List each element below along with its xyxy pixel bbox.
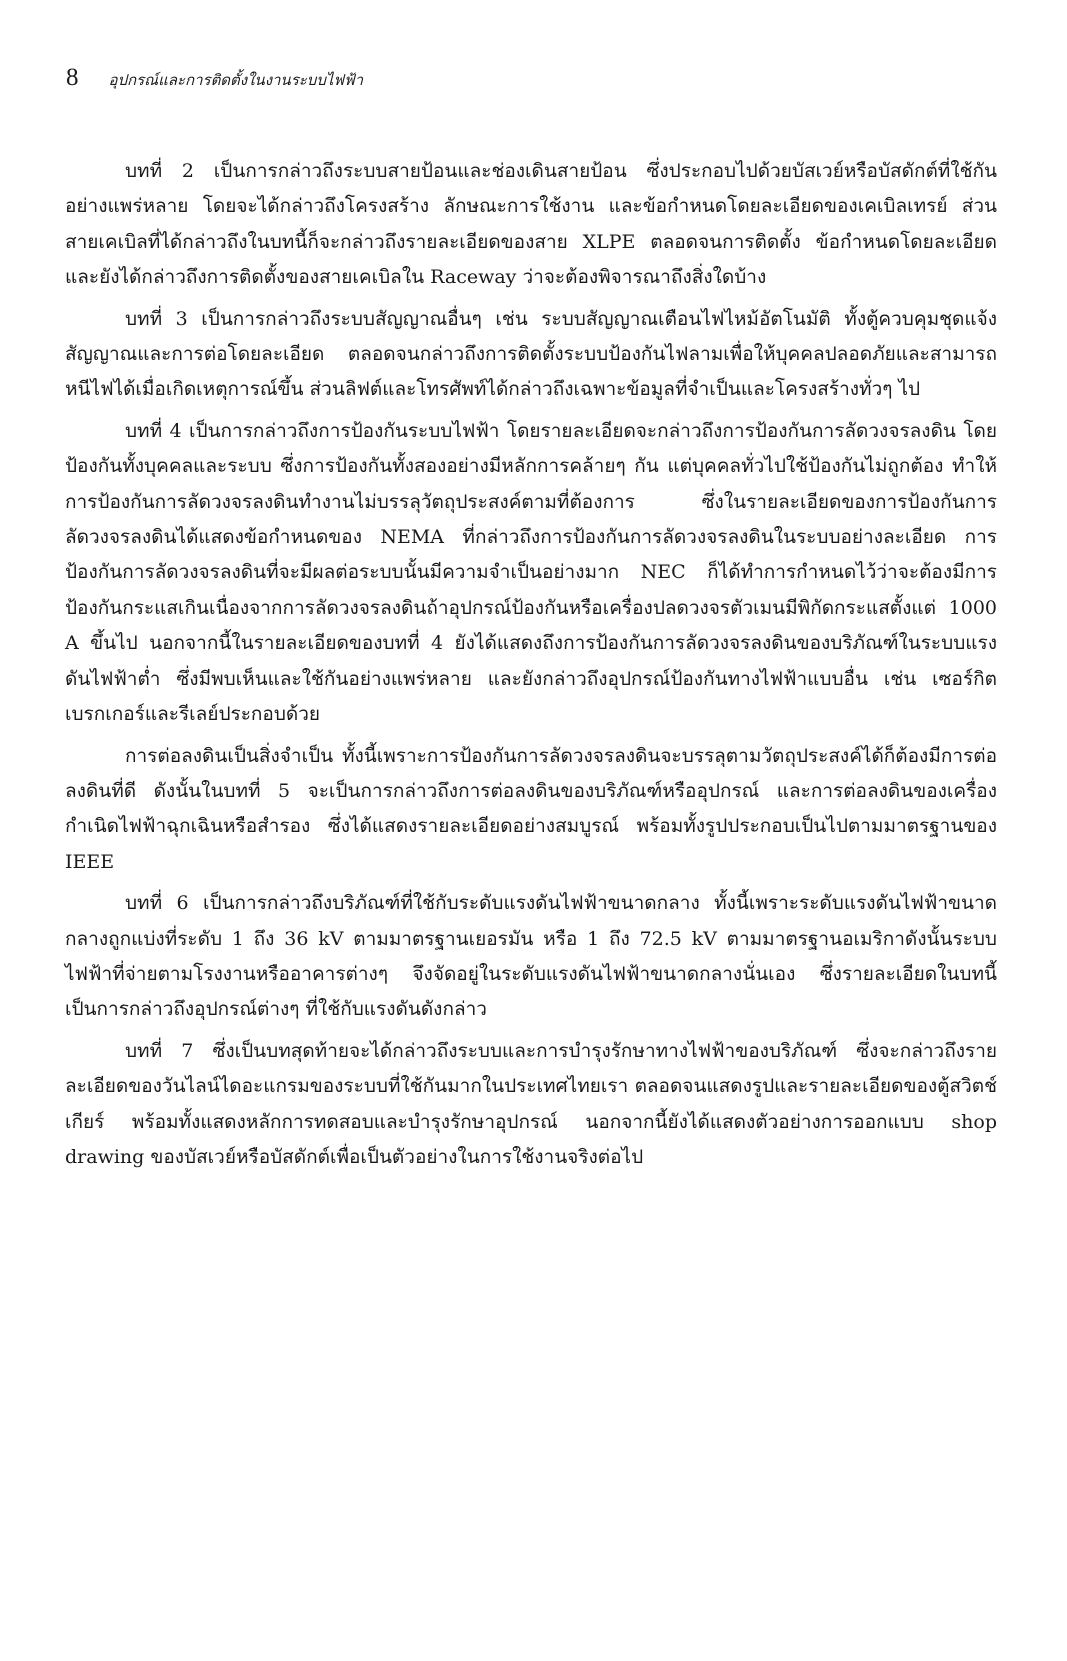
paragraph-chapter-5: การต่อลงดินเป็นสิ่งจำเป็น ทั้งนี้เพราะการป้องกันการลัดวงจรลงดินจะบรรลุตามวัตถุประสงค์ได้ก็ต้องมีการต่อลงดินที่ดี ดังนั้นในบทที่ 5 จะเป็นการกล่าวถึงการต่อลงดินของบริภัณฑ์หรืออุปกรณ์ และการต่อลงดินของเครื่องกำเนิดไฟฟ้าฉุกเฉินหรือสำรอง ซึ่งได้แสดงรายละเอียดอย่างสมบูรณ์ พร้อมทั้งรูปประกอบเป็นไปตามมาตรฐานของ IEEE xyxy=(65,744,997,873)
running-title: อุปกรณ์และการติดตั้งในงานระบบไฟฟ้า xyxy=(108,71,364,89)
body-text xyxy=(65,154,997,1181)
paragraph-chapter-6: บทที่ 6 เป็นการกล่าวถึงบริภัณฑ์ที่ใช้กับระดับแรงดันไฟฟ้าขนาดกลาง ทั้งนี้เพราะระดับแรงดันไฟฟ้าขนาดกลางถูกแบ่งที่ระดับ 1 ถึง 36 kV ตามมาตรฐานเยอรมัน หรือ 1 ถึง 72.5 kV ตามมาตรฐานอเมริกาดังนั้นระบบไฟฟ้าที่จ่ายตามโรงงานหรืออาคารต่างๆ จึงจัดอยู่ในระดับแรงดันไฟฟ้าขนาดกลางนั่นเอง ซึ่งรายละเอียดในบทนี้เป็นการกล่าวถึงอุปกรณ์ต่างๆ ที่ใช้กับแรงดันดังกล่าว xyxy=(65,892,997,1021)
page-header xyxy=(66,64,363,92)
page-number: 8 xyxy=(66,64,79,91)
paragraph-chapter-4: บทที่ 4 เป็นการกล่าวถึงการป้องกันระบบไฟฟ้า โดยรายละเอียดจะกล่าวถึงการป้องกันการลัดวงจรลงดิน โดยป้องกันทั้งบุคคลและระบบ ซึ่งการป้องกันทั้งสองอย่างมีหลักการคล้ายๆ กัน แต่บุคคลทั่วไปใช้ป้องกันไม่ถูกต้อง ทำให้การป้องกันการลัดวงจรลงดินทำงานไม่บรรลุวัตถุประสงค์ตามที่ต้องการ ซึ่งในรายละเอียดของการป้องกันการลัดวงจรลงดินได้แสดงข้อกำหนดของ NEMA ที่กล่าวถึงการป้องกันการลัดวงจรลงดินในระบบอย่างละเอียด การป้องกันการลัดวงจรลงดินที่จะมีผลต่อระบบนั้นมีความจำเป็นอย่างมาก NEC ก็ได้ทำการกำหนดไว้ว่าจะต้องมีการป้องกันกระแสเกินเนื่องจากการลัดวงจรลงดินถ้าอุปกรณ์ป้องกันหรือเครื่องปลดวงจรตัวเมนมีพิกัดกระแสตั้งแต่ 1000 A ขึ้นไป นอกจากนี้ในรายละเอียดของบทที่ 4 ยังได้แสดงถึงการป้องกันการลัดวงจรลงดินของบริภัณฑ์ในระบบแรงดันไฟฟ้าต่ำ ซึ่งมีพบเห็นและใช้กันอย่างแพร่หลาย และยังกล่าวถึงอุปกรณ์ป้องกันทางไฟฟ้าแบบอื่น เช่น เซอร์กิตเบรกเกอร์และรีเลย์ประกอบด้วย xyxy=(65,419,997,726)
paragraph-chapter-2: บทที่ 2 เป็นการกล่าวถึงระบบสายป้อนและช่องเดินสายป้อน ซึ่งประกอบไปด้วยบัสเวย์หรือบัสดักต์ที่ใช้กันอย่างแพร่หลาย โดยจะได้กล่าวถึงโครงสร้าง ลักษณะการใช้งาน และข้อกำหนดโดยละเอียดของเคเบิลเทรย์ ส่วนสายเคเบิลที่ได้กล่าวถึงในบทนี้ก็จะกล่าวถึงรายละเอียดของสาย XLPE ตลอดจนการติดตั้ง ข้อกำหนดโดยละเอียด และยังได้กล่าวถึงการติดตั้งของสายเคเบิลใน Raceway ว่าจะต้องพิจารณาถึงสิ่งใดบ้าง xyxy=(65,160,997,289)
paragraph-chapter-7: บทที่ 7 ซึ่งเป็นบทสุดท้ายจะได้กล่าวถึงระบบและการบำรุงรักษาทางไฟฟ้าของบริภัณฑ์ ซึ่งจะกล่าวถึงรายละเอียดของวันไลน์ไดอะแกรมของระบบที่ใช้กันมากในประเทศไทยเรา ตลอดจนแสดงรูปและรายละเอียดของตู้สวิตช์เกียร์ พร้อมทั้งแสดงหลักการทดสอบและบำรุงรักษาอุปกรณ์ นอกจากนี้ยังได้แสดงตัวอย่างการออกแบบ shop drawing ของบัสเวย์หรือบัสดักต์เพื่อเป็นตัวอย่างในการใช้งานจริงต่อไป xyxy=(65,1039,997,1168)
paragraph-chapter-3: บทที่ 3 เป็นการกล่าวถึงระบบสัญญาณอื่นๆ เช่น ระบบสัญญาณเตือนไฟไหม้อัตโนมัติ ทั้งตู้ควบคุมชุดแจ้งสัญญาณและการต่อโดยละเอียด ตลอดจนกล่าวถึงการติดตั้งระบบป้องกันไฟลามเพื่อให้บุคคลปลอดภัยและสามารถหนีไฟได้เมื่อเกิดเหตุการณ์ขึ้น ส่วนลิฟต์และโทรศัพท์ได้กล่าวถึงเฉพาะข้อมูลที่จำเป็นและโครงสร้างทั่วๆ ไป xyxy=(65,307,997,401)
